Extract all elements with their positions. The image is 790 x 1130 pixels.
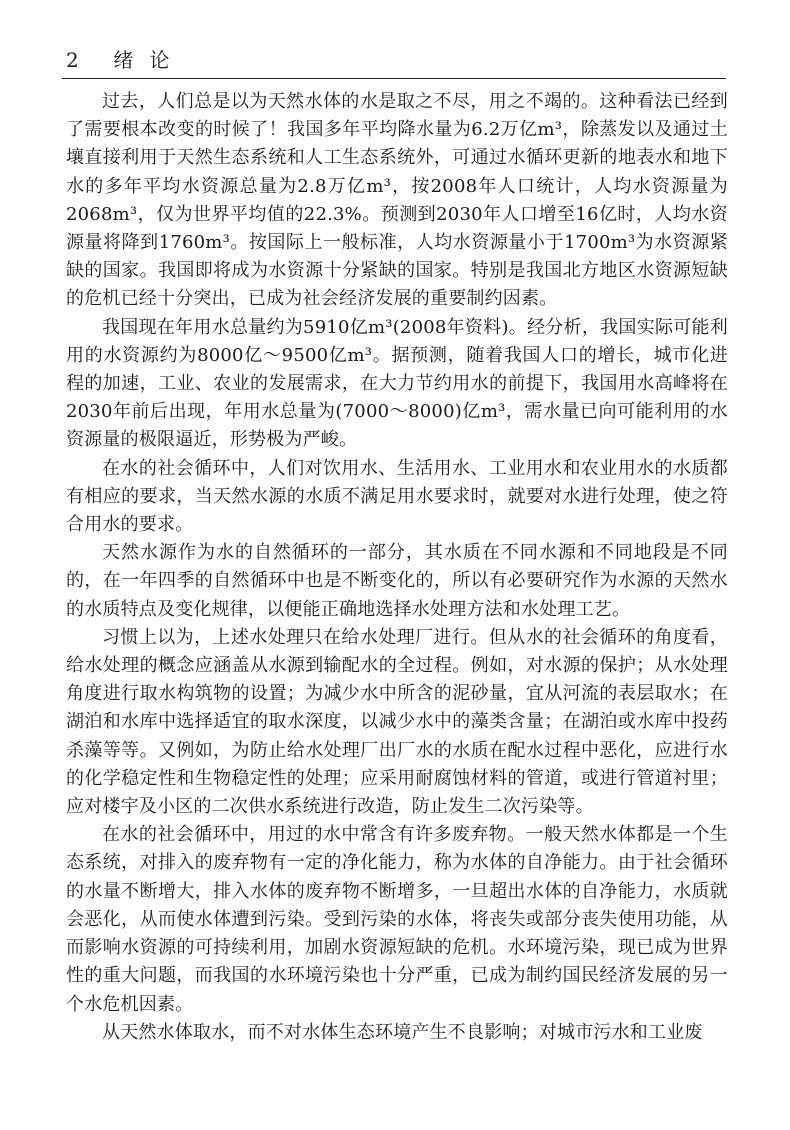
paragraph-water-demand: 我国现在年用水总量约为5910亿m³(2008年资料)。经分析，我国实际可能利用的水资源约为8000亿～9500亿m³。据预测，随着我国人口的增长，城市化进程的加速，工业、农业的发展需求，在大力节约用水的前提下，我国用水高峰将在2030年前后出现，年用水总量为(7000～8000)亿m³，需水量已向可能利用的水资源量的极限逼近，形势极为严峻。 <box>66 316 728 451</box>
paragraph-continued: 从天然水体取水，而不对水体生态环境产生不良影响；对城市污水和工业废 <box>102 1021 703 1043</box>
paragraph-treatment-scope: 习惯上以为，上述水处理只在给水处理厂进行。但从水的社会循环的角度看，给水处理的概念应涵盖从水源到输配水的全过程。例如，对水源的保护；从水处理角度进行取水构筑物的设置；为减少水中所含的泥砂量，宜从河流的表层取水；在湖泊和水库中选择适宜的取水深度，以减少水中的藻类含量；在湖泊或水库中投药杀藻等等。又例如，为防止给水处理厂出厂水的水质在配水过程中恶化，应进行水的化学稳定性和生物稳定性的处理；应采用耐腐蚀材料的管道，或进行管道衬里；应对楼宇及小区的二次供水系统进行改造，防止发生二次污染等。 <box>66 626 728 818</box>
paragraph-natural-source: 天然水源作为水的自然循环的一部分，其水质在不同水源和不同地段是不同的，在一年四季的自然循环中也是不断变化的，所以有必要研究作为水源的天然水的水质特点及变化规律，以便能正确地选择水处理方法和水处理工艺。 <box>66 542 728 620</box>
chapter-title: 绪论 <box>113 48 186 72</box>
paragraph-social-cycle: 在水的社会循环中，人们对饮用水、生活用水、工业用水和农业用水的水质都有相应的要求，当天然水源的水质不满足用水要求时，就要对水进行处理，使之符合用水的要求。 <box>66 457 728 536</box>
paragraph-water-scarcity: 过去，人们总是以为天然水体的水是取之不尽，用之不竭的。这种看法已经到了需要根本改变的时候了！我国多年平均降水量为6.2万亿m³，除蒸发以及通过土壤直接利用于天然生态系统和人工生态系统外，可通过水循环更新的地表水和地下水的多年平均水资源总量为2.8万亿m³，按2008年人口统计，人均水资源量为2068m³，仅为世界平均值的22.3%。预测到2030年人口增至16亿时，人均水资源量将降到1760m³。按国际上一般标准，人均水资源量小于1700m³为水资源紧缺的国家。我国即将成为水资源十分紧缺的国家。特别是我国北方地区水资源短缺的危机已经十分突出，已成为社会经济发展的重要制约因素。 <box>66 91 728 310</box>
page-number: 2 <box>66 48 80 72</box>
header-rule <box>62 78 726 79</box>
page-header <box>66 44 726 76</box>
paragraph-water-pollution: 在水的社会循环中，用过的水中常含有许多废弃物。一般天然水体都是一个生态系统，对排入的废弃物有一定的净化能力，称为水体的自净能力。由于社会循环的水量不断增大，排入水体的废弃物不断增多，一旦超出水体的自净能力，水质就会恶化，从而使水体遭到污染。受到污染的水体，将丧失或部分丧失使用功能，从而影响水资源的可持续利用，加剧水资源短缺的危机。水环境污染，现已成为世界性的重大问题，而我国的水环境污染也十分严重，已成为制约国民经济发展的另一个水危机因素。 <box>66 824 728 1015</box>
body-text <box>66 88 728 1047</box>
